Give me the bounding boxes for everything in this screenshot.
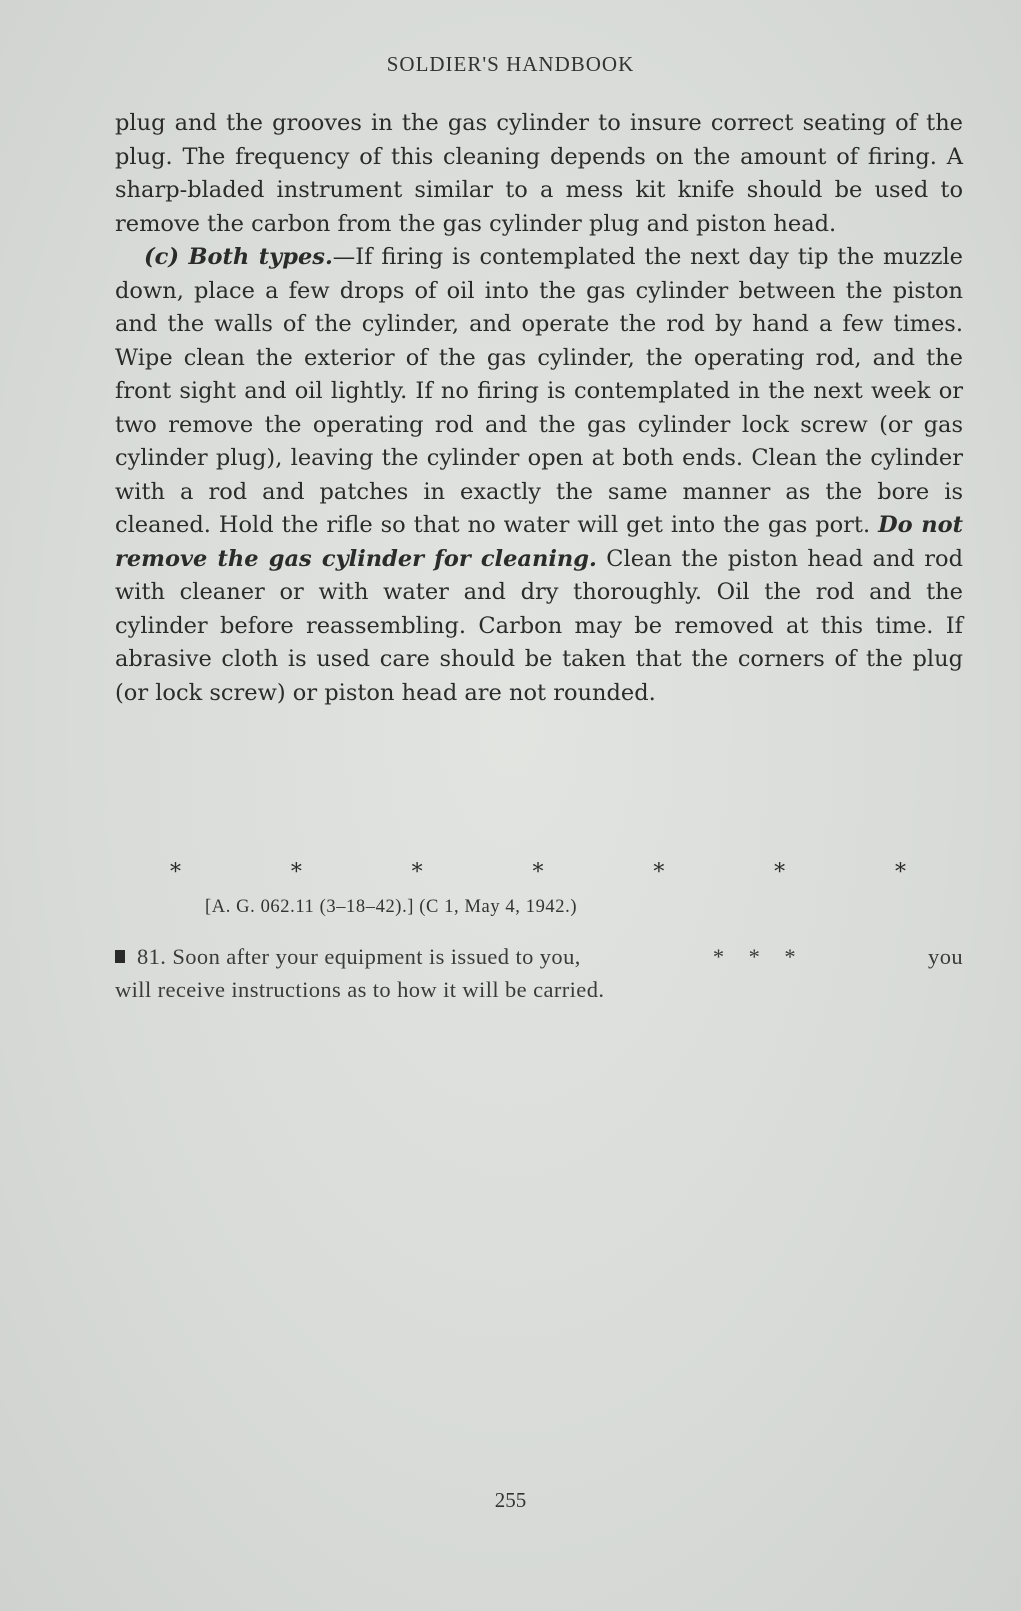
asterisk: * [774, 860, 786, 885]
asterisk: * [532, 860, 544, 885]
paragraph-c-label: (c) Both types. [144, 244, 333, 270]
paragraph-c-text-after: Clean the piston head and rod with cleaner or with water and dry thoroughly. Oil the rod and the cylinder before reassembling. Carbon may be removed at this time. If abrasive cloth is used care should be taken that the corners of the plug (or lock screw) or piston head are not rounded. [115, 545, 963, 706]
paragraph-c [115, 241, 963, 710]
asterisk: * [894, 860, 906, 885]
paragraph-81-line-1 [115, 940, 963, 973]
paragraph-81-line-2: will receive instructions as to how it will be carried. [115, 977, 605, 1002]
omission-asterisks [170, 860, 906, 885]
running-head: SOLDIER'S HANDBOOK [386, 52, 635, 76]
paragraph-continued: plug and the grooves in the gas cylinder to insure correct seating of the plug. The frequency of this cleaning depends on the amount of firing. A sharp-bladed instrument similar to a mess kit knife should be used to remove the carbon from the gas cylinder plug and piston head. [115, 110, 963, 237]
section-marker-icon [115, 950, 125, 963]
paragraph-81-start [115, 940, 581, 973]
asterisk: * [411, 860, 423, 885]
asterisk: * [653, 860, 665, 885]
body-text [115, 107, 963, 710]
paragraph-81 [115, 940, 963, 1006]
asterisk: * [170, 860, 181, 885]
paragraph-c-emphasis: Do not remove the gas cylinder for cleaning. [115, 512, 963, 572]
paragraph-c-text-before: —If firing is contemplated the next day tip the muzzle down, place a few drops of oil into the gas cylinder between the piston and the walls of the cylinder, and operate the rod by hand a few times. Wipe clean the exterior of the gas cylinder, the operating rod, and the front sight and oil lightly. If no firing is contemplated in the next week or two remove the operating rod and the gas cylinder lock screw (or gas cylinder plug), leaving the cylinder open at both ends. Clean the cylinder with a rod and patches in exactly the same manner as the bore is cleaned. Hold the rifle so that no water will get into the gas port. [115, 244, 963, 538]
paragraph-81-line-1-text: 81. Soon after your equipment is issued to you, [137, 944, 581, 969]
paragraph-81-stars: * * * [712, 944, 796, 969]
page-number: 255 [494, 1488, 527, 1512]
asterisk: * [290, 860, 302, 885]
citation: [A. G. 062.11 (3–18–42).] (C 1, May 4, 1942.) [205, 897, 578, 917]
paragraph-81-line-1-end: you [928, 944, 963, 969]
